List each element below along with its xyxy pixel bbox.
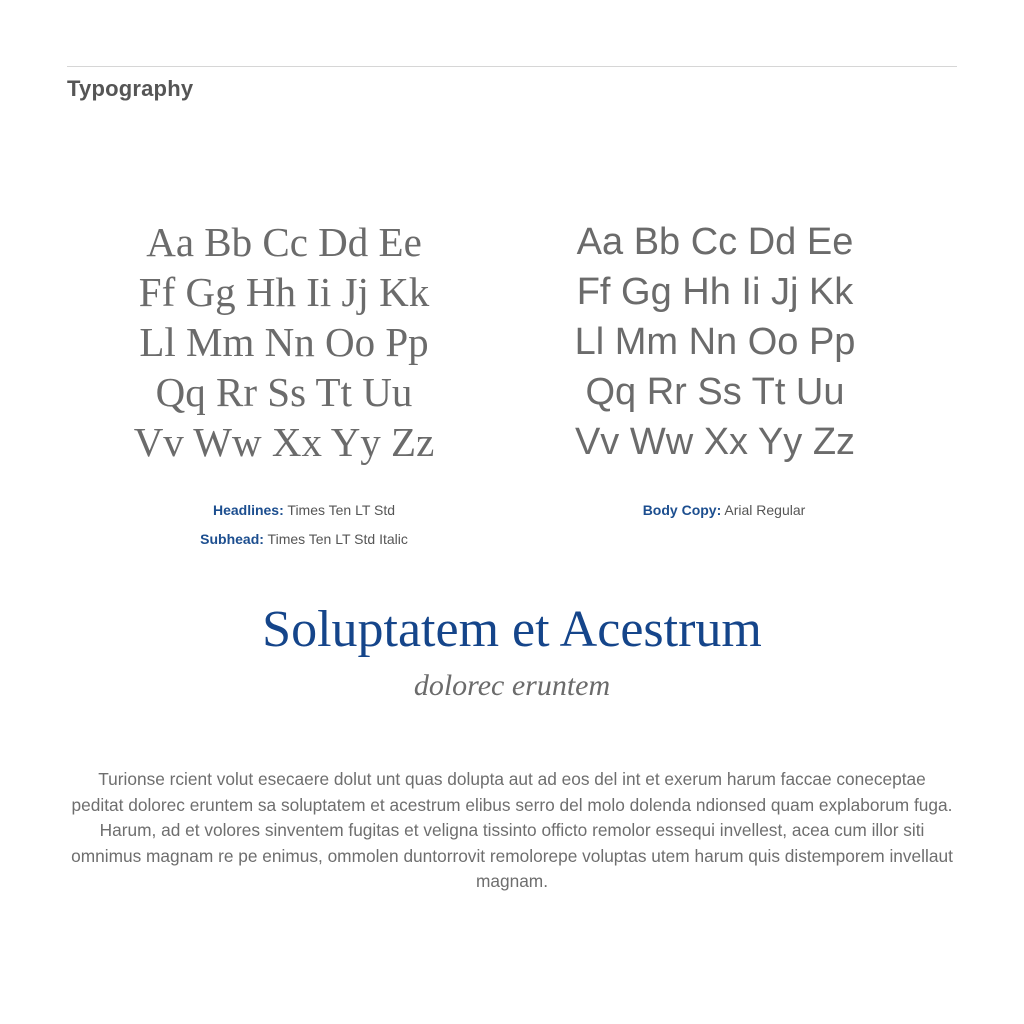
top-divider	[67, 66, 957, 67]
body-copy-font-note	[524, 500, 924, 529]
sans-specimen-row: Ll Mm Nn Oo Pp	[574, 321, 856, 363]
subhead-label: Subhead:	[200, 531, 264, 547]
subhead-font-note	[94, 529, 514, 558]
sample-subhead: dolorec eruntem	[413, 669, 611, 702]
serif-specimen-row: Vv Ww Xx Yy Zz	[133, 419, 435, 465]
headlines-label: Headlines:	[212, 502, 284, 518]
body-copy-font-name: Arial Regular	[724, 502, 806, 518]
sans-specimen-row: Ff Gg Hh Ii Jj Kk	[576, 271, 854, 313]
sample-body-copy: Turionse rcient volut esecaere dolut unt quas dolupta aut ad eos del int et exerum harum faccae coneceptae peditat dolorec eruntem sa soluptatem et acestrum elibus serro del molo dolenda ndionsed quam explaborum fuga. Harum, ad et volores sinventem fugitas et veligna tissinto officto remolor essequi invellest, acea cum illor siti omnimus magnam re pe enimus, ommolen duntorrovit remolorepe voluptas utem harum quis distemporem invellaut magnam.	[71, 769, 953, 891]
section-title: Typography	[67, 76, 194, 101]
serif-specimen-row: Ll Mm Nn Oo Pp	[139, 319, 429, 365]
sans-specimen-row: Aa Bb Cc Dd Ee	[576, 221, 854, 263]
sample-headline: Soluptatem et Acestrum	[262, 601, 762, 658]
serif-alphabet-specimen	[84, 217, 484, 467]
serif-specimen-row: Aa Bb Cc Dd Ee	[146, 219, 422, 265]
sans-specimen-row: Qq Rr Ss Tt Uu	[585, 371, 845, 413]
serif-font-notes	[94, 500, 514, 558]
sans-font-notes	[524, 500, 924, 529]
serif-specimen-row: Qq Rr Ss Tt Uu	[155, 369, 413, 415]
subhead-font-name: Times Ten LT Std Italic	[267, 531, 408, 547]
sans-alphabet-specimen	[515, 217, 915, 467]
headlines-font-note	[94, 500, 514, 529]
body-copy-label: Body Copy:	[642, 502, 722, 518]
headlines-font-name: Times Ten LT Std	[287, 502, 396, 518]
sans-specimen-row: Vv Ww Xx Yy Zz	[574, 421, 856, 463]
serif-specimen-row: Ff Gg Hh Ii Jj Kk	[138, 269, 430, 315]
